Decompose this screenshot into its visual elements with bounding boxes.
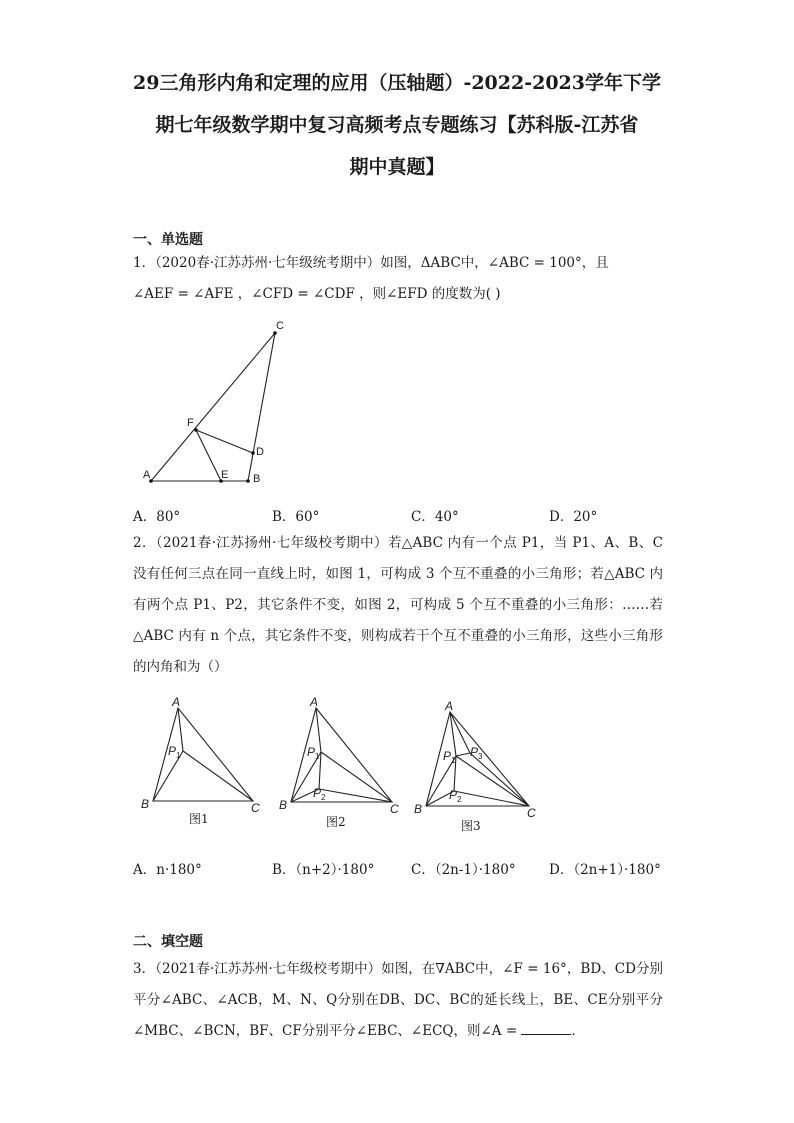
title-line-2: 期七年级数学期中复习高频考点专题练习【苏科版-江苏省 <box>155 114 639 136</box>
label-p1: $P_1$ <box>443 749 456 765</box>
figure-caption-1: 图1 <box>189 812 209 826</box>
label-b: B <box>414 802 423 816</box>
segment-p3-p1 <box>456 753 470 756</box>
label-p1: $P_1$ <box>168 744 181 760</box>
section-heading-single-choice: 一、单选题 <box>133 232 203 248</box>
label-a: A <box>172 695 181 709</box>
label-f: F <box>187 417 194 429</box>
label-p2: $P_2$ <box>449 788 462 804</box>
option-a[interactable]: A．n·180° <box>133 862 202 878</box>
segment-p1-c <box>321 752 392 802</box>
segment-fe <box>196 430 221 481</box>
title-line-3: 期中真题】 <box>349 156 445 178</box>
option-d[interactable]: D．20° <box>549 509 598 525</box>
option-c[interactable]: C．40° <box>411 509 459 525</box>
answer-blank[interactable] <box>521 1020 571 1035</box>
figure-caption-2: 图2 <box>326 815 346 829</box>
point-b <box>246 479 250 483</box>
title-line-1: 29三角形内角和定理的应用（压轴题）-2022-2023学年下学 <box>133 72 661 94</box>
point-d <box>251 451 255 455</box>
label-p3: $P_3$ <box>470 745 483 761</box>
option-b[interactable]: B．60° <box>272 509 320 525</box>
question-1-line-1: 1．（2020春·江苏苏州·七年级统考期中）如图，ΔABC中，∠ABC = 100°，且 <box>133 255 609 271</box>
section-heading-fill-blank: 二、填空题 <box>133 934 203 950</box>
label-c: C <box>276 320 284 332</box>
label-a: A <box>310 695 319 709</box>
label-d: D <box>256 446 264 458</box>
segment-p2-c <box>319 789 392 802</box>
label-b: B <box>279 798 288 812</box>
segment-bc <box>248 333 275 481</box>
label-b: B <box>253 473 261 485</box>
option-a[interactable]: A．80° <box>133 509 181 525</box>
option-d[interactable]: D．（2n+1）·180° <box>549 862 661 878</box>
segment-p1-a <box>316 708 321 752</box>
label-c: C <box>527 806 536 820</box>
label-a: A <box>143 469 151 481</box>
option-c[interactable]: C．（2n-1）·180° <box>411 862 516 878</box>
label-b: B <box>141 797 150 811</box>
label-e: E <box>221 469 229 481</box>
segment-fd <box>196 430 253 453</box>
question-3 <box>133 954 663 1047</box>
question-2: 2．（2021春·江苏扬州·七年级校考期中）若△ABC 内有一个点 P1，当 P1、A、B、C 没有任何三点在同一直线上时，如图 1，可构成 3 个互不重叠的小三角形；若△ABC 内有两个点 P1、P2，其它条件不变，如图 2，可构成 5 个互不重叠的小三角形：……若△ABC 内有 n 个点，其它条件不变，则构成若干个互不重叠的小三角形，这些小三角形的内角和为（） <box>133 535 664 675</box>
question-3-text-end: ． <box>571 1023 585 1039</box>
label-a: A <box>445 699 454 713</box>
question-1-figure <box>136 314 296 490</box>
label-p2: $P_2$ <box>313 786 326 802</box>
label-c: C <box>390 802 399 816</box>
question-1-line-2: ∠AEF = ∠AFE ，∠CFD = ∠CDF ，则∠EFD 的度数为( ) <box>133 286 501 302</box>
label-p1: $P_1$ <box>307 745 320 761</box>
question-1 <box>133 248 663 310</box>
segment-ac <box>151 333 275 481</box>
label-c: C <box>251 801 260 815</box>
question-3-text: 3．（2021春·江苏苏州·七年级校考期中）如图，在∇ABC中，∠F = 16°，BD、CD分别平分∠ABC、∠ACB，M、N、Q分别在DB、DC、BC的延长线上，BE、CE分别平分∠MBC、∠BCN，BF、CF分别平分∠EBC、∠ECQ，则∠A = <box>133 961 663 1039</box>
page-title <box>120 62 674 188</box>
figure-caption-3: 图3 <box>461 819 481 833</box>
segment-p1-c <box>183 751 253 801</box>
option-b[interactable]: B．（n+2）·180° <box>272 862 375 878</box>
point-f <box>194 428 198 432</box>
segment-p1-a <box>178 708 183 751</box>
